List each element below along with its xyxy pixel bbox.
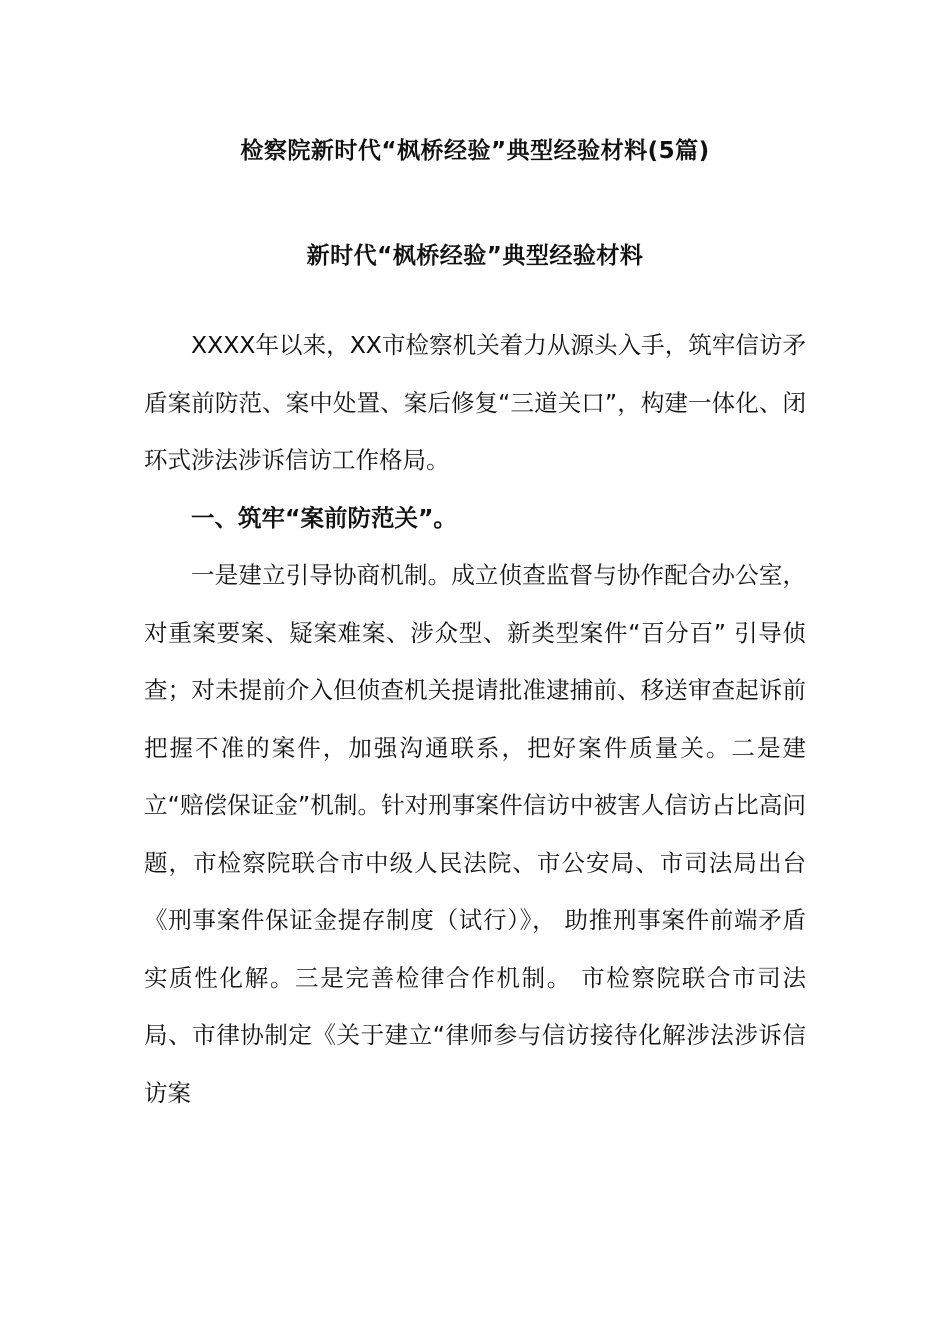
section-paragraph: 一是建立引导协商机制。成立侦查监督与协作配合办公室，对重案要案、疑案难案、涉众型、新类型案件“百分百” 引导侦查；对未提前介入但侦查机关提请批准逮捕前、移送审查起诉前把握不准的案件，加强沟通联系，把好案件质量关。二是建立“赔偿保证金”机制。针对刑事案件信访中被害人信访占比高问题，市检察院联合市中级人民法院、市公安局、市司法局出台《刑事案件保证金提存制度（试行）》， 助推刑事案件前端矛盾实质性化解。三是完善检律合作机制。 市检察院联合市司法局、市律协制定《关于建立“律师参与信访接待化解涉法涉诉信访案 xyxy=(144,561,806,1107)
document-title: 检察院新时代“枫桥经验”典型经验材料(5篇) xyxy=(240,138,710,164)
document-subtitle: 新时代“枫桥经验”典型经验材料 xyxy=(306,243,644,269)
section-heading: 一、筑牢“案前防范关”。 xyxy=(191,503,457,532)
document-body xyxy=(144,317,806,1122)
intro-paragraph: XXXX年以来，XX市检察机关着力从源头入手，筑牢信访矛盾案前防范、案中处置、案后修复“三道关口”，构建一体化、闭环式涉法涉诉信访工作格局。 xyxy=(144,331,806,474)
